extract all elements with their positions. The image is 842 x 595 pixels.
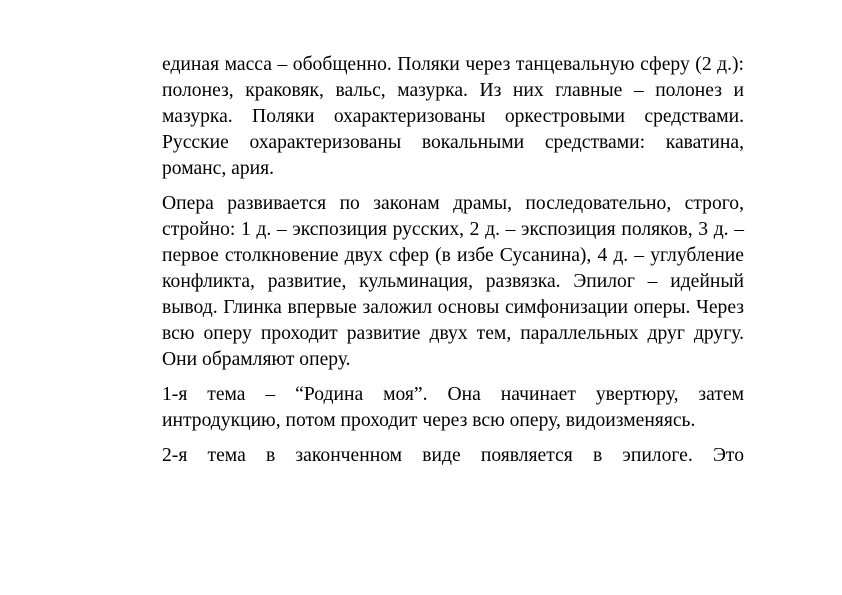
paragraph-2: Опера развивается по законам драмы, последовательно, строго, стройно: 1 д. – экспозиция русских, 2 д. – экспозиция поляков, 3 д. – первое столкновение двух сфер (в избе Сусанина), 4 д. – углубление конфликта, развитие, кульминация, развязка. Эпилог – идейный вывод. Глинка впервые заложил основы симфонизации оперы. Через всю оперу проходит развитие двух тем, параллельных друг другу. Они обрамляют оперу. bbox=[162, 193, 744, 370]
paragraph-3: 1-я тема – “Родина моя”. Она начинает увертюру, затем интродукцию, потом проходит через всю оперу, видоизменяясь. bbox=[162, 384, 744, 431]
paragraph-4: 2-я тема в законченном виде появляется в эпилоге. Это bbox=[162, 445, 744, 466]
body-text bbox=[162, 52, 744, 478]
paragraph-1: единая масса – обобщенно. Поляки через танцевальную сферу (2 д.): полонез, краковяк, вальс, мазурка. Из них главные – полонез и мазурка. Поляки охарактеризованы оркестровыми средствами. Русские охарактеризованы вокальными средствами: каватина, романс, ария. bbox=[162, 54, 744, 179]
